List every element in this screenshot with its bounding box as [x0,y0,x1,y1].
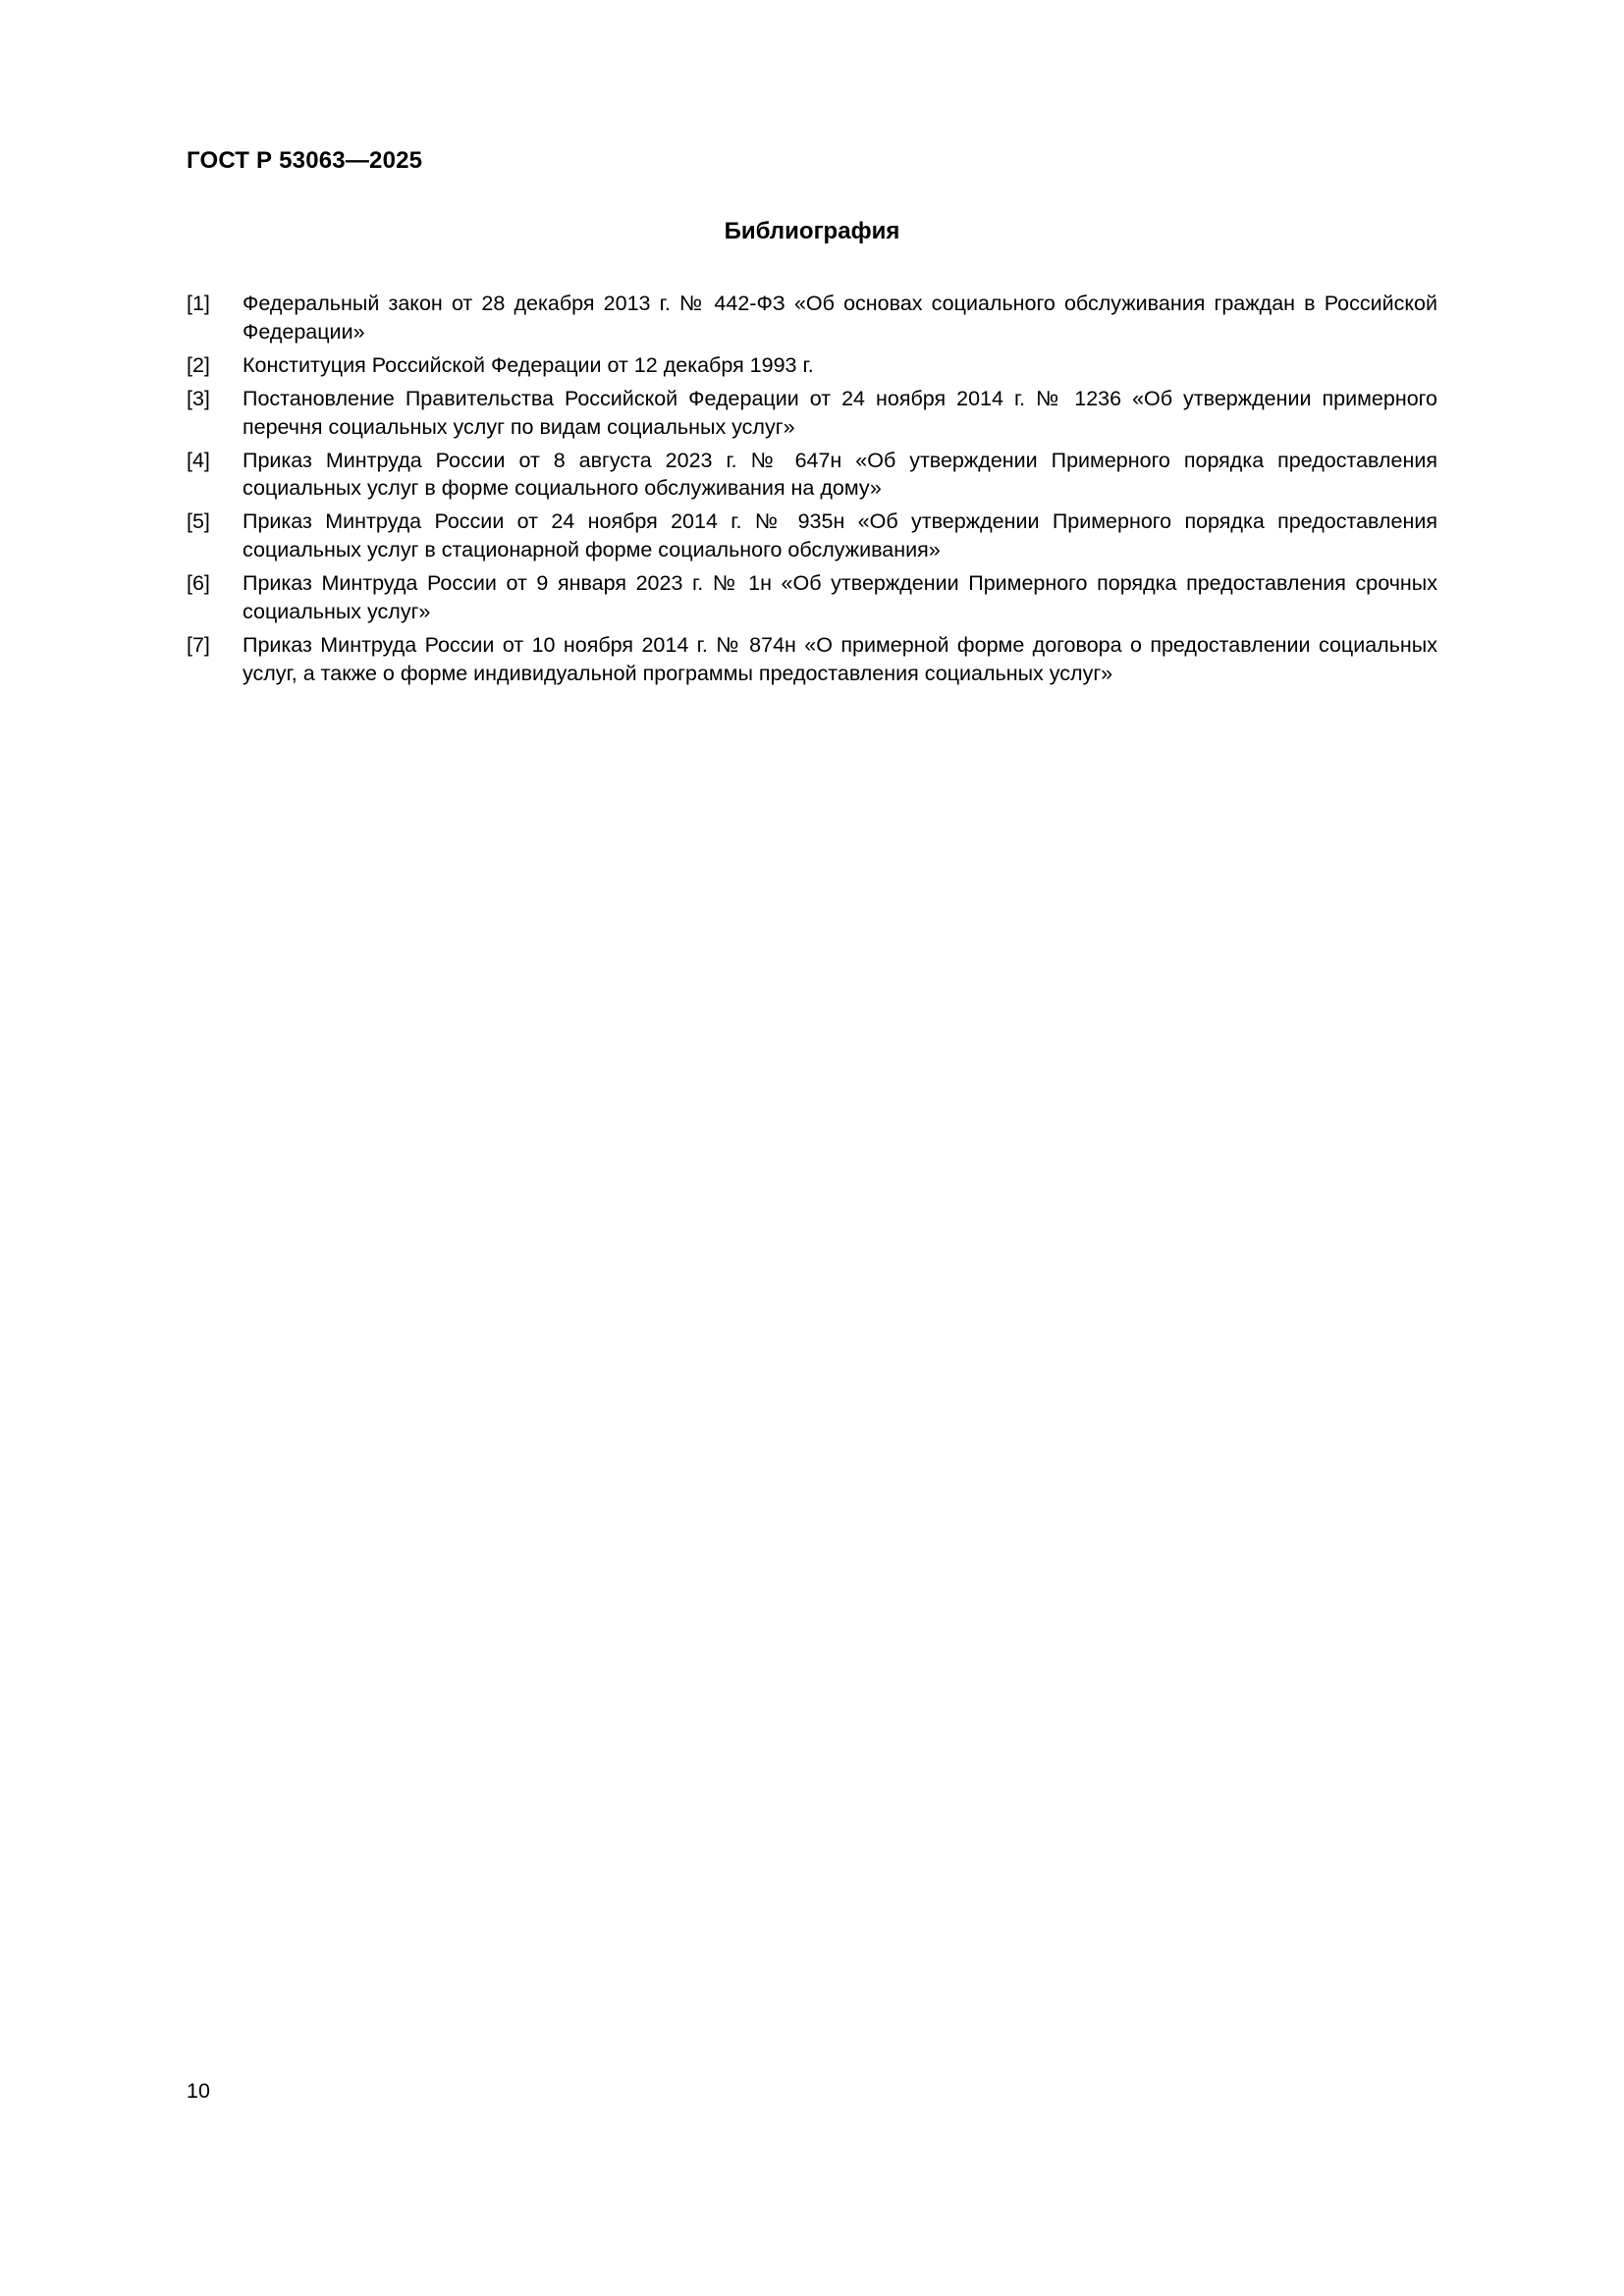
reference-marker: [6] [187,571,210,596]
reference-text: Приказ Минтруда России от 8 августа 2023 г. № 647н «Об утверждении Примерного порядка предоставления социальных услуг в форме социального обслуживания на дому» [243,448,1437,501]
reference-marker: [3] [187,386,210,410]
list-item [187,385,1437,442]
reference-marker: [4] [187,448,210,472]
reference-text: Приказ Минтруда России от 9 января 2023 г. № 1н «Об утверждении Примерного порядка предоставления срочных социальных услуг» [243,571,1437,624]
bibliography-list [187,290,1437,693]
reference-marker: [2] [187,352,210,377]
reference-marker: [5] [187,509,210,534]
reference-marker: [7] [187,632,210,657]
list-item [187,351,1437,380]
list-item [187,507,1437,564]
reference-text: Федеральный закон от 28 декабря 2013 г. № 442-ФЗ «Об основах социального обслуживания граждан в Российской Федерации» [243,292,1437,344]
document-header-code: ГОСТ Р 53063—2025 [187,147,423,174]
page-number: 10 [187,2079,210,2103]
reference-text: Постановление Правительства Российской Федерации от 24 ноября 2014 г. № 1236 «Об утверждении примерного перечня социальных услуг по видам социальных услуг» [243,386,1437,439]
reference-marker: [1] [187,292,210,315]
reference-text: Приказ Минтруда России от 10 ноября 2014 г. № 874н «О примерной форме договора о предоставлении социальных услуг, а также о форме индивидуальной программы предоставления социальных услуг» [243,632,1437,685]
list-item [187,447,1437,504]
list-item [187,631,1437,688]
list-item [187,290,1437,347]
reference-text: Конституция Российской Федерации от 12 декабря 1993 г. [243,352,814,377]
page-title: Библиография [724,218,900,244]
reference-text: Приказ Минтруда России от 24 ноября 2014 г. № 935н «Об утверждении Примерного порядка предоставления социальных услуг в стационарной форме социального обслуживания» [243,509,1437,562]
list-item [187,569,1437,626]
